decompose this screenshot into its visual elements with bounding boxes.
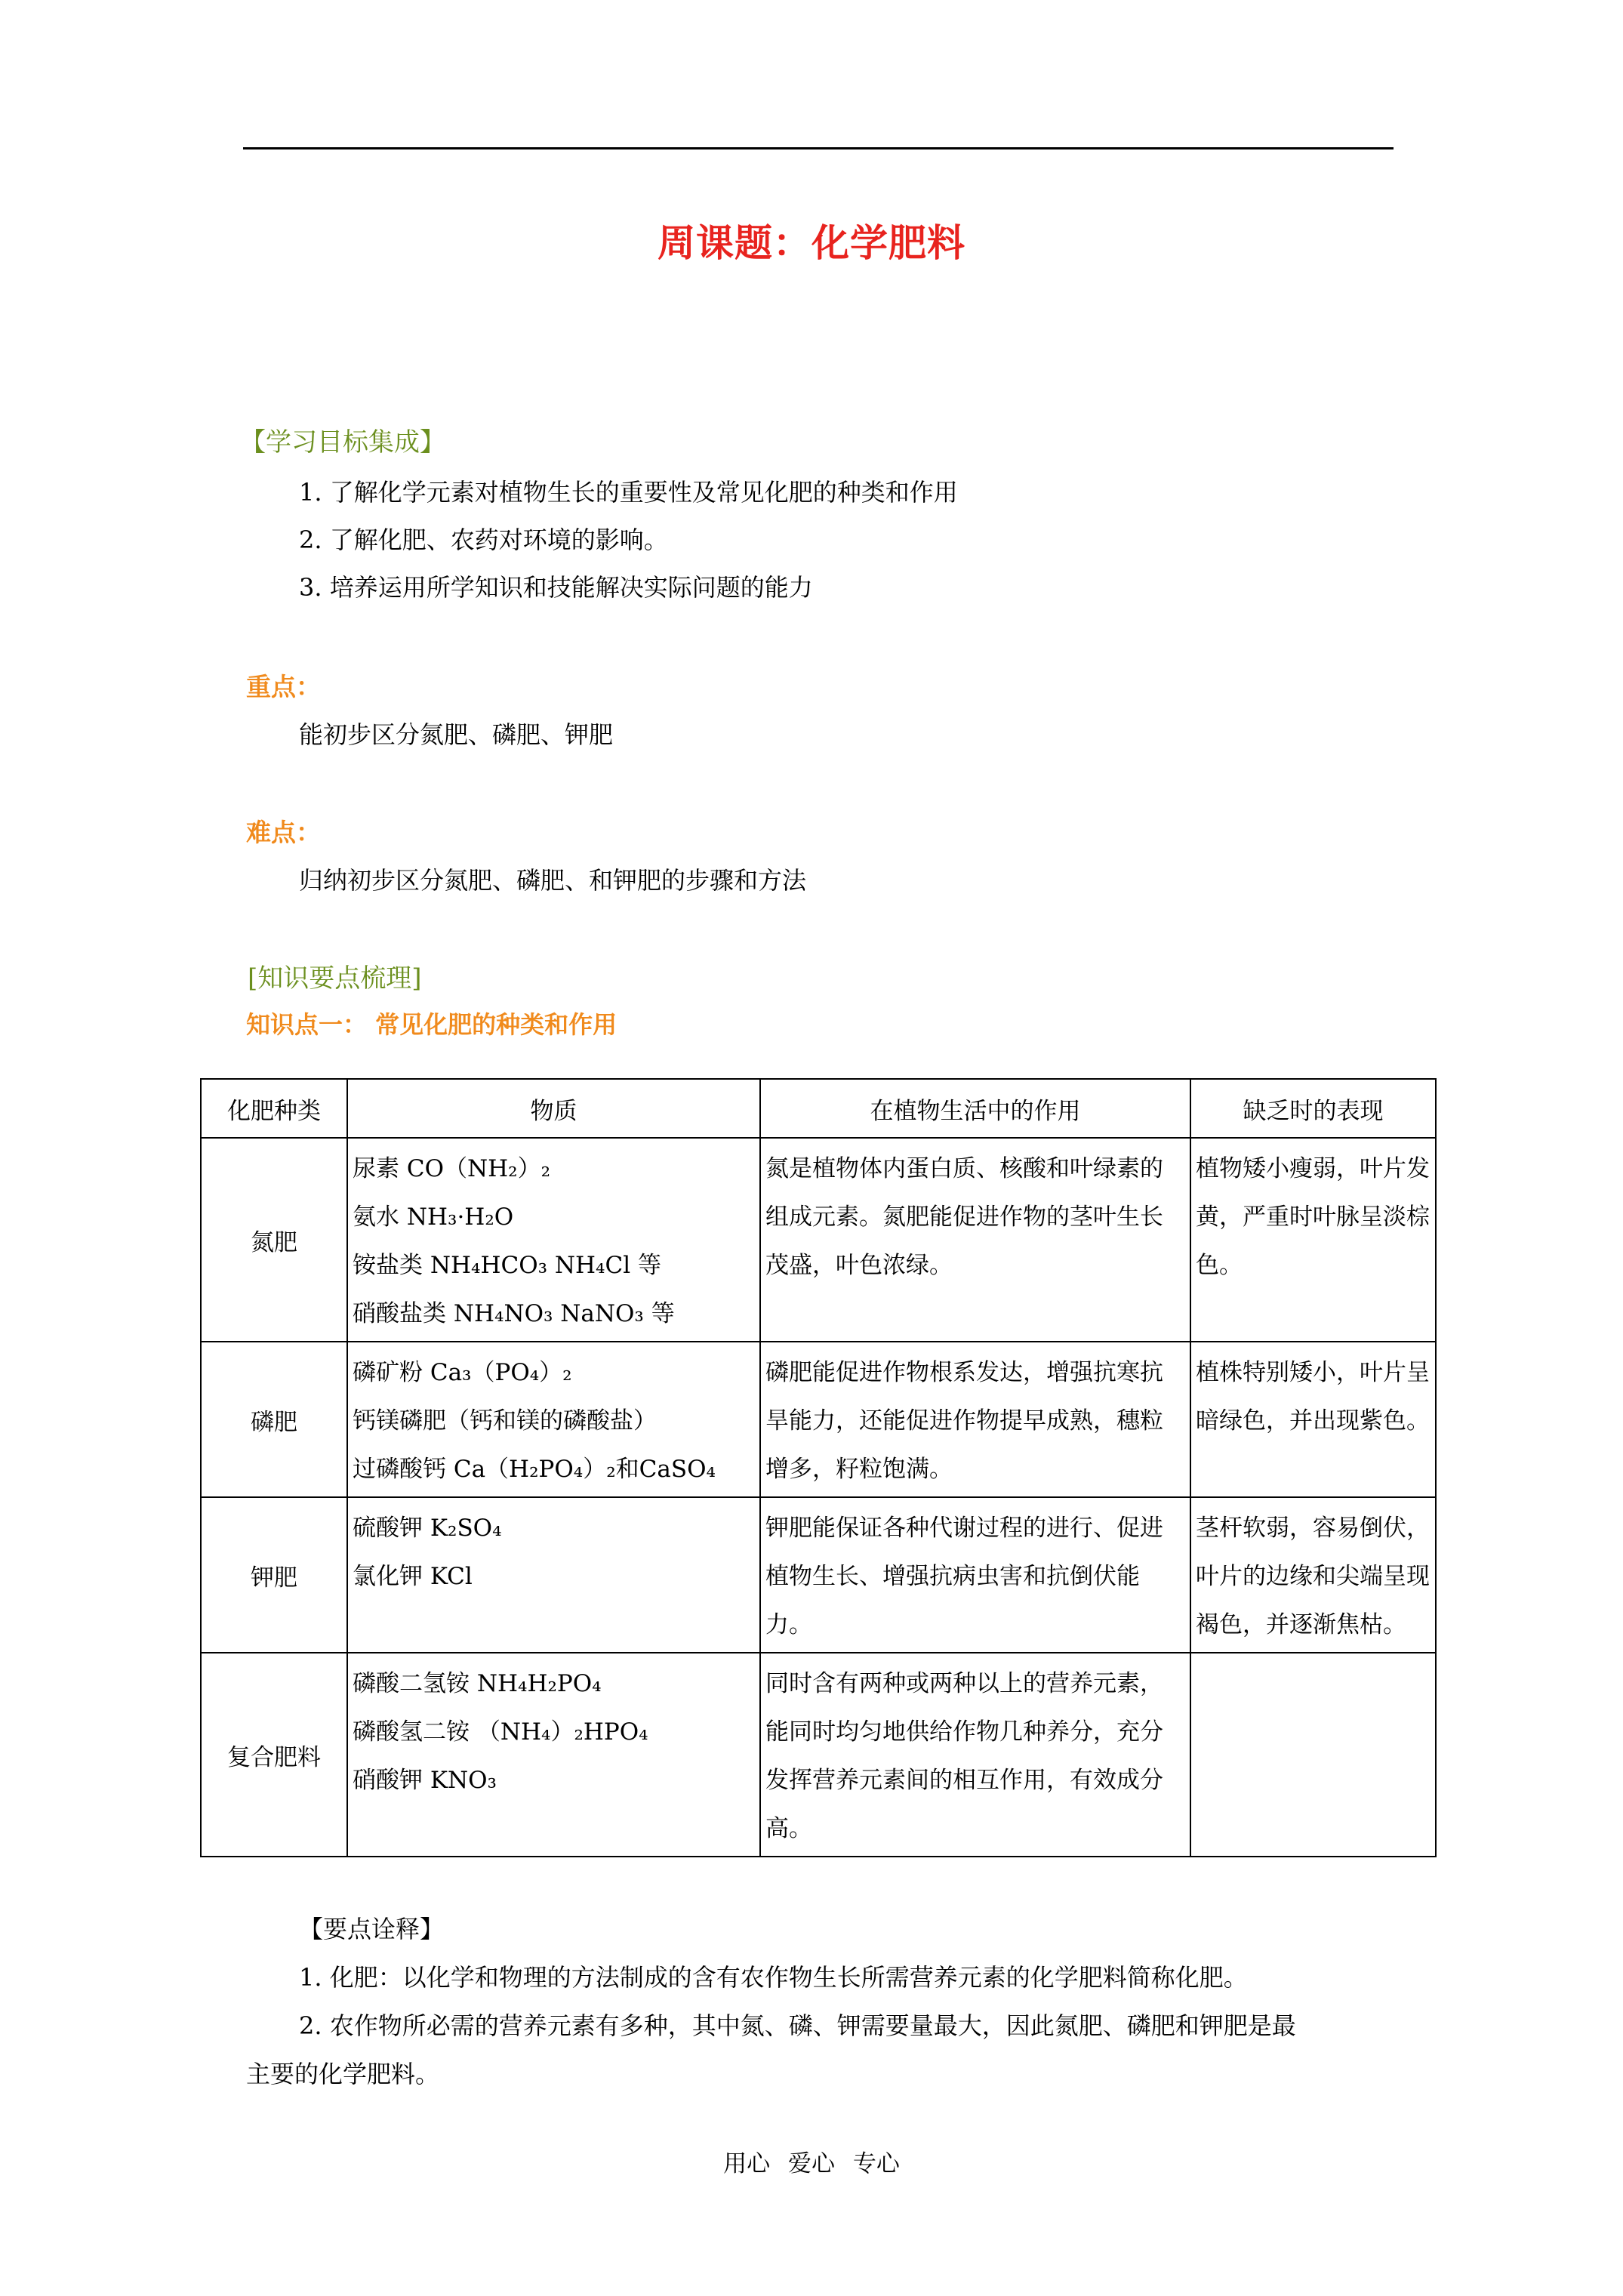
table-header: 在植物生活中的作用 <box>760 1079 1190 1138</box>
difficulty-heading: 难点： <box>246 818 321 847</box>
substance-line: 过磷酸钙 Ca（H₂PO₄）₂和CaSO₄ <box>353 1456 716 1483</box>
table-header-row <box>201 1079 1436 1138</box>
table-header: 化肥种类 <box>201 1079 347 1138</box>
role-cell: 磷肥能促进作物根系发达，增强抗寒抗旱能力，还能促进作物提早成熟，穗粒增多，籽粒饱满。 <box>760 1342 1190 1497</box>
key-point-heading: 重点： <box>246 672 321 701</box>
substance-line: 氯化钾 KCl <box>353 1563 473 1590</box>
key-point-text: 能初步区分氮肥、磷肥、钾肥 <box>299 720 614 749</box>
role-cell: 同时含有两种或两种以上的营养元素，能同时均匀地供给作物几种养分，充分发挥营养元素间的相互作用，有效成分高。 <box>760 1653 1190 1857</box>
substance-line: 磷酸氢二铵 （NH₄）₂HPO₄ <box>353 1718 648 1746</box>
role-cell: 钾肥能保证各种代谢过程的进行、促进植物生长、增强抗病虫害和抗倒伏能力。 <box>760 1497 1190 1653</box>
substance-line: 钙镁磷肥（钙和镁的磷酸盐） <box>353 1407 657 1435</box>
substance-line: 硝酸盐类 NH₄NO₃ NaNO₃ 等 <box>353 1300 675 1327</box>
knowledge-heading: [知识要点梳理] <box>248 963 422 994</box>
role-cell: 氮是植物体内蛋白质、核酸和叶绿素的组成元素。氮肥能促进作物的茎叶生长茂盛，叶色浓绿。 <box>760 1138 1190 1342</box>
table-header: 物质 <box>347 1079 760 1138</box>
notes-heading: 【要点诠释】 <box>299 1915 445 1943</box>
objective-item: 2. 了解化肥、农药对环境的影响。 <box>299 525 668 554</box>
table-row <box>201 1653 1436 1857</box>
substance-line: 硫酸钾 K₂SO₄ <box>353 1515 502 1542</box>
category-cell: 复合肥料 <box>201 1653 347 1857</box>
objective-item: 1. 了解化学元素对植物生长的重要性及常见化肥的种类和作用 <box>299 478 958 507</box>
deficiency-cell: 植株特别矮小，叶片呈暗绿色，并出现紫色。 <box>1190 1342 1436 1497</box>
table-row <box>201 1497 1436 1653</box>
header-rule <box>243 147 1394 149</box>
substance-line: 硝酸钾 KNO₃ <box>353 1767 497 1794</box>
substance-line: 尿素 CO（NH₂）₂ <box>353 1155 551 1182</box>
page-footer: 用心 爱心 专心 <box>723 2150 900 2177</box>
substance-line: 氨水 NH₃·H₂O <box>353 1203 514 1231</box>
substances-cell <box>347 1138 760 1342</box>
deficiency-cell: 茎杆软弱，容易倒伏，叶片的边缘和尖端呈现褐色，并逐渐焦枯。 <box>1190 1497 1436 1653</box>
substance-line: 铵盐类 NH₄HCO₃ NH₄Cl 等 <box>353 1252 661 1279</box>
objective-item: 3. 培养运用所学知识和技能解决实际问题的能力 <box>299 573 813 602</box>
category-cell: 磷肥 <box>201 1342 347 1497</box>
deficiency-cell: 植物矮小瘦弱，叶片发黄，严重时叶脉呈淡棕色。 <box>1190 1138 1436 1342</box>
note-item: 2. 农作物所必需的营养元素有多种，其中氮、磷、钾需要量最大，因此氮肥、磷肥和钾肥是最 <box>299 2011 1296 2040</box>
knowledge-point-1: 知识点一： 常见化肥的种类和作用 <box>246 1010 617 1039</box>
deficiency-cell <box>1190 1653 1436 1857</box>
table-header: 缺乏时的表现 <box>1190 1079 1436 1138</box>
difficulty-text: 归纳初步区分氮肥、磷肥、和钾肥的步骤和方法 <box>299 866 807 895</box>
note-item-continued: 主要的化学肥料。 <box>246 2060 440 2088</box>
substance-line: 磷酸二氢铵 NH₄H₂PO₄ <box>353 1670 602 1697</box>
note-item: 1. 化肥：以化学和物理的方法制成的含有农作物生长所需营养元素的化学肥料简称化肥。 <box>299 1963 1248 1992</box>
substances-cell <box>347 1342 760 1497</box>
substance-line: 磷矿粉 Ca₃（PO₄）₂ <box>353 1359 572 1386</box>
fertilizer-table <box>200 1078 1437 1857</box>
page-title: 周课题：化学肥料 <box>658 221 965 265</box>
category-cell: 钾肥 <box>201 1497 347 1653</box>
objectives-heading: 【学习目标集成】 <box>240 427 445 458</box>
substances-cell <box>347 1497 760 1653</box>
table-row <box>201 1342 1436 1497</box>
category-cell: 氮肥 <box>201 1138 347 1342</box>
table-row <box>201 1138 1436 1342</box>
substances-cell <box>347 1653 760 1857</box>
